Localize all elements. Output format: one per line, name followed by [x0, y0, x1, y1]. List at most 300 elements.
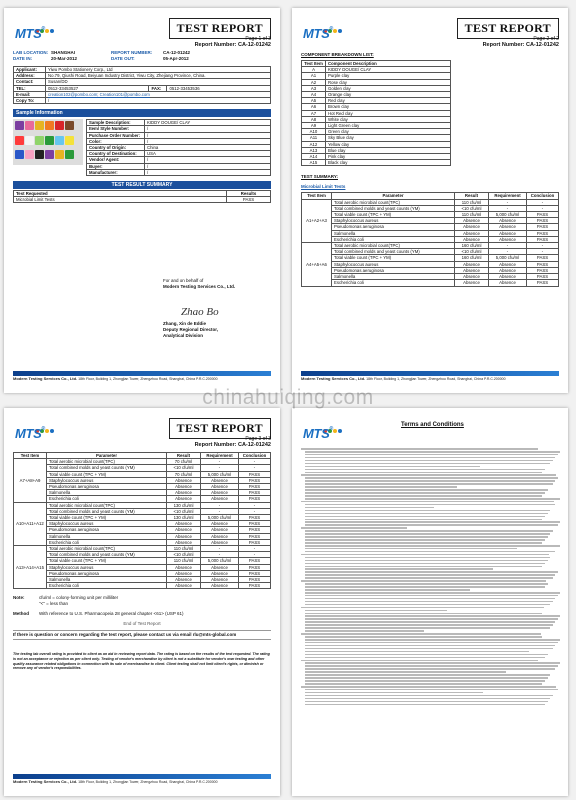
sign-title-2: Analytical Division	[163, 333, 204, 338]
test-parameter: Escherichia coli	[46, 496, 166, 502]
breakdown-item: A10	[302, 129, 326, 135]
test-requirement: Absence	[201, 496, 239, 502]
head-conclusion: Conclusion	[239, 453, 271, 459]
terms-line	[305, 698, 550, 700]
test-parameter: Staphylococcus aureus	[332, 218, 455, 224]
breakdown-desc: Light Green clay	[326, 123, 451, 129]
test-conclusion: PASS	[239, 570, 271, 576]
terms-line	[305, 598, 555, 600]
terms-line	[305, 689, 558, 691]
breakdown-desc: Brown clay	[326, 104, 451, 110]
test-conclusion: PASS	[239, 490, 271, 496]
test-conclusion: PASS	[527, 261, 559, 267]
test-requirement: 5,000 cfu/ml	[201, 558, 239, 564]
terms-line	[305, 533, 550, 535]
test-requirement: Absence	[201, 527, 239, 533]
test-result: <10 cfu/ml	[167, 465, 201, 471]
terms-line	[305, 621, 555, 623]
test-requirement: -	[489, 249, 527, 255]
test-conclusion: PASS	[527, 218, 559, 224]
terms-line	[305, 639, 560, 641]
terms-line	[305, 560, 548, 562]
test-parameter: Staphylococcus aureus	[332, 261, 455, 267]
report-number-label: Report Number:	[194, 442, 237, 448]
terms-line	[305, 568, 493, 570]
test-result: Absence	[455, 267, 489, 273]
sample-row-label: Color:	[87, 138, 145, 144]
page-number: Page 2 of 2	[533, 36, 559, 42]
terms-line	[305, 457, 555, 459]
terms-line	[305, 692, 483, 694]
terms-line	[305, 480, 555, 482]
terms-line	[305, 618, 558, 620]
address-label: Address:	[14, 73, 46, 79]
test-requirement: 5,000 cfu/ml	[489, 212, 527, 218]
sample-row-label: Country of Origin:	[87, 145, 145, 151]
test-requirement: Absence	[201, 564, 239, 570]
test-requirement: Absence	[489, 218, 527, 224]
test-item: A1+A2+A3	[302, 199, 332, 242]
terms-line	[301, 474, 556, 476]
terms-line	[305, 636, 542, 638]
terms-line	[305, 551, 555, 553]
terms-line	[305, 513, 548, 515]
terms-line	[301, 580, 546, 582]
page-number: Page 3 of 3	[245, 436, 271, 442]
test-parameter: Total combined molds and yeast counts (YM)	[46, 552, 166, 558]
applicant: Yiwu Pombo Stationery Corp., Ltd	[46, 67, 271, 73]
test-result: Absence	[455, 224, 489, 230]
micro-title: Microbial Limit Tests	[301, 184, 346, 190]
test-requirement: Absence	[489, 261, 527, 267]
test-requirement: -	[489, 205, 527, 211]
breakdown-item: A7	[302, 110, 326, 116]
breakdown-item: A1	[302, 73, 326, 79]
test-conclusion: PASS	[239, 533, 271, 539]
test-parameter: Escherichia coli	[46, 583, 166, 589]
test-conclusion: -	[239, 546, 271, 552]
report-number-label: Report Number:	[482, 42, 525, 48]
terms-line	[305, 460, 553, 462]
terms-line	[305, 648, 553, 650]
terms-line	[305, 477, 558, 479]
lab-info	[13, 50, 271, 62]
terms-line	[305, 466, 480, 468]
terms-line	[305, 548, 517, 550]
test-parameter: Escherichia coli	[332, 280, 455, 286]
head-requirement: Requirement	[201, 453, 239, 459]
test-result: Absence	[455, 218, 489, 224]
test-parameter: Total viable count (TPC + YM)	[46, 471, 166, 477]
test-requirement: -	[489, 243, 527, 249]
breakdown-head-desc: Component Description	[326, 61, 451, 67]
note-2: "<" = less than	[39, 601, 68, 607]
test-conclusion: -	[527, 199, 559, 205]
breakdown-item: A13	[302, 147, 326, 153]
test-requirement: Absence	[489, 224, 527, 230]
test-conclusion: PASS	[527, 236, 559, 242]
test-conclusion: PASS	[527, 230, 559, 236]
test-requirement: Absence	[201, 521, 239, 527]
breakdown-desc: Red clay	[326, 98, 451, 104]
terms-line	[305, 492, 545, 494]
test-conclusion: -	[527, 243, 559, 249]
terms-line	[305, 483, 553, 485]
test-requirement: -	[201, 465, 239, 471]
test-result: Absence	[167, 527, 201, 533]
breakdown-head-item: Test Item	[302, 61, 326, 67]
report-number-2: CA-12-01242	[163, 50, 191, 55]
test-parameter: Salmonella	[46, 533, 166, 539]
test-result: Absence	[167, 583, 201, 589]
lab-location: SHANGHAI	[51, 50, 76, 55]
report-number-label: Report Number:	[194, 42, 237, 48]
sample-row-value: China	[145, 145, 271, 151]
test-item: A13+A14+A15	[14, 546, 47, 589]
mts-logo: MTS®	[13, 420, 65, 444]
test-parameter: Staphylococcus aureus	[46, 477, 166, 483]
breakdown-desc: Purple clay	[326, 73, 451, 79]
footer-address: 18th Floor, Building 1, Zhongjian Tower, Zhengzhou Road, Shanghai, China P.R.C.200000	[366, 377, 506, 381]
test-conclusion: -	[239, 508, 271, 514]
footer-company: Modern Testing Services Co., Ltd.	[13, 376, 78, 381]
contact: Susan/DD	[46, 79, 271, 85]
sample-row-value: /	[145, 138, 271, 144]
test-item: A10+A11+A12	[14, 502, 47, 545]
test-result: Absence	[455, 274, 489, 280]
sign-name: Zhang, Xin de Eddie	[163, 321, 207, 326]
terms-line	[305, 510, 550, 512]
test-conclusion: PASS	[239, 515, 271, 521]
watermark: chinahuiqing.com	[202, 386, 374, 409]
terms-line	[301, 501, 554, 503]
breakdown-desc: Yellow clay	[326, 141, 451, 147]
sample-row-value: /	[145, 132, 271, 138]
page-footer	[301, 371, 559, 387]
note-label: Note:	[13, 595, 25, 601]
copy-to: /	[46, 98, 271, 104]
test-conclusion: PASS	[239, 539, 271, 545]
terms-line	[305, 662, 560, 664]
terms-line	[305, 472, 542, 474]
test-conclusion: PASS	[239, 577, 271, 583]
test-result: Absence	[167, 570, 201, 576]
terms-line	[305, 601, 553, 603]
test-conclusion: -	[239, 465, 271, 471]
head-conclusion: Conclusion	[527, 193, 559, 199]
terms-line	[305, 595, 558, 597]
report-number: CA-12-01242	[525, 42, 559, 48]
applicant-label: Applicant:	[14, 67, 46, 73]
summary-test-name: Microbial Limit Tests	[14, 197, 227, 203]
terms-line	[305, 486, 457, 488]
test-conclusion: -	[527, 205, 559, 211]
email-label: E-mail:	[14, 91, 46, 97]
summary-test-result: PASS	[227, 197, 271, 203]
test-requirement: Absence	[201, 570, 239, 576]
report-header	[13, 16, 271, 46]
test-item: A4+A5+A6	[302, 243, 332, 286]
test-parameter: Total aerobic microbial count(TPC)	[46, 502, 166, 508]
signatory	[163, 321, 218, 339]
address: No.79, Qiushi Road, Beiyuan Industry District, Yiwu City, Zhejiang Province, China.	[46, 73, 271, 79]
test-parameter: Total viable count (TPC + YM)	[46, 558, 166, 564]
test-result: Absence	[167, 490, 201, 496]
terms-line	[301, 633, 541, 635]
breakdown-row	[302, 160, 451, 166]
test-parameter: Total viable count (TPC + YM)	[46, 515, 166, 521]
test-requirement: -	[201, 552, 239, 558]
notes	[13, 595, 271, 617]
terms-line	[305, 454, 558, 456]
test-conclusion: -	[239, 552, 271, 558]
fax-label: FAX:	[149, 85, 167, 91]
sign-for: For and on behalf of	[163, 278, 204, 283]
terms-line	[301, 448, 538, 450]
breakdown-item: A9	[302, 123, 326, 129]
test-result: <10 cfu/ml	[455, 205, 489, 211]
test-parameter: Total aerobic microbial count(TPC)	[46, 546, 166, 552]
test-conclusion: PASS	[239, 527, 271, 533]
test-requirement: Absence	[201, 477, 239, 483]
test-parameter: Total combined molds and yeast counts (YM)	[46, 508, 166, 514]
test-result: <10 cfu/ml	[167, 508, 201, 514]
contact-question: If there is question or concern regarding the test report, please contact us via email rlu@mts-global.com	[13, 630, 271, 640]
test-result: 110 cfu/ml	[455, 212, 489, 218]
breakdown-table	[301, 60, 451, 166]
disclaimer: The testing lab overall rating is provided to client as an aid in reviewing report data. The rating is based on the results of the test requested. The rating is not an acceptance or rejection as per client only. Testing of vendor's merchandise by client is not a substitute for vendor's own testing and other quality assurance related obligations in connection with its sale of merchandise to client. Client testing shall not limit client's rights, or diminish or remove any of vendor's responsibilities.	[13, 652, 270, 671]
terms-line	[305, 571, 558, 573]
head-result: Result	[455, 193, 489, 199]
sample-row-label: Purchase Order Number:	[87, 132, 145, 138]
test-parameter: Total combined molds and yeast counts (YM)	[332, 249, 455, 255]
head-test-item: Test Item	[302, 193, 332, 199]
end-of-report: End of Test Report	[123, 621, 161, 627]
test-conclusion: PASS	[527, 255, 559, 261]
test-result: Absence	[167, 577, 201, 583]
sign-company: Modern Testing Services Co., Ltd.	[163, 284, 236, 289]
report-title: TEST REPORT	[169, 418, 271, 439]
test-parameter: Staphylococcus aureus	[46, 521, 166, 527]
breakdown-item: A6	[302, 104, 326, 110]
test-conclusion: -	[239, 459, 271, 465]
report-page-3	[4, 408, 280, 796]
mts-logo: MTS®	[301, 20, 353, 44]
test-result: Absence	[167, 533, 201, 539]
test-result: Absence	[167, 496, 201, 502]
breakdown-item: A14	[302, 154, 326, 160]
test-parameter: Pseudomonas aeruginosa	[46, 527, 166, 533]
sample-row-label: Manufacturer:	[87, 169, 145, 175]
report-header	[301, 16, 559, 46]
test-result: 70 cfu/ml	[167, 471, 201, 477]
terms-page	[292, 408, 568, 796]
test-result: Absence	[455, 280, 489, 286]
report-header	[301, 416, 559, 446]
terms-line	[301, 607, 544, 609]
sample-row-value: USA	[145, 151, 271, 157]
head-requirement: Requirement	[489, 193, 527, 199]
terms-line	[305, 586, 545, 588]
terms-line	[305, 574, 555, 576]
test-conclusion: PASS	[239, 496, 271, 502]
breakdown-title: COMPONENT BREAKDOWN LIST:	[301, 52, 374, 57]
test-parameter: Escherichia coli	[46, 539, 166, 545]
test-parameter: Salmonella	[332, 230, 455, 236]
test-parameter: Pseudomonas aeruginosa	[46, 484, 166, 490]
breakdown-desc: Golden clay	[326, 85, 451, 91]
test-requirement: Absence	[201, 484, 239, 490]
test-conclusion: PASS	[527, 274, 559, 280]
date-in: 20-Mar-2012	[51, 56, 78, 61]
terms-line	[305, 530, 553, 532]
terms-line	[305, 524, 558, 526]
terms-line	[305, 463, 550, 465]
breakdown-desc: Hot Red clay	[326, 110, 451, 116]
sample-row-label: Vendor/ Agent:	[87, 157, 145, 163]
test-conclusion: PASS	[239, 583, 271, 589]
test-conclusion: PASS	[527, 267, 559, 273]
breakdown-desc: Sky Blue clay	[326, 135, 451, 141]
breakdown-item: A11	[302, 135, 326, 141]
test-requirement: -	[201, 459, 239, 465]
breakdown-item: A4	[302, 92, 326, 98]
test-requirement: Absence	[489, 274, 527, 280]
test-result: 160 cfu/ml	[455, 255, 489, 261]
report-number: CA-12-01242	[237, 442, 271, 448]
test-result: 110 cfu/ml	[167, 558, 201, 564]
test-requirement: Absence	[489, 267, 527, 273]
test-conclusion: PASS	[239, 471, 271, 477]
date-out: 05-Apr-2012	[163, 56, 189, 61]
report-title: TEST REPORT	[457, 18, 559, 39]
test-result: 130 cfu/ml	[167, 515, 201, 521]
terms-line	[301, 686, 556, 688]
footer-address: 18th Floor, Building 1, Zhongjian Tower, Zhengzhou Road, Shanghai, China P.R.C.200000	[78, 377, 218, 381]
logo-text: MTS	[15, 26, 42, 41]
tel: 0512-33453527	[46, 85, 149, 91]
test-conclusion: -	[527, 249, 559, 255]
terms-line	[305, 539, 545, 541]
test-requirement: Absence	[489, 280, 527, 286]
terms-title: Terms and Conditions	[401, 422, 464, 428]
terms-line	[305, 519, 542, 521]
terms-line	[305, 504, 555, 506]
sample-row-value: /	[145, 157, 271, 163]
terms-line	[301, 660, 538, 662]
terms-line	[305, 566, 542, 568]
method-label: Method	[13, 611, 29, 617]
test-result: 70 cfu/ml	[167, 459, 201, 465]
summary-head-test: Test Requested	[14, 191, 227, 197]
test-requirement: 5,000 cfu/ml	[489, 255, 527, 261]
test-conclusion: PASS	[239, 521, 271, 527]
test-result: <10 cfu/ml	[167, 552, 201, 558]
applicant-table	[13, 66, 271, 104]
test-parameter: Total aerobic microbial count(TPC)	[46, 459, 166, 465]
sample-row-label: Country of Destination:	[87, 151, 145, 157]
test-requirement: Absence	[201, 577, 239, 583]
terms-line	[305, 665, 558, 667]
date-in-label: DATE IN:	[13, 56, 33, 61]
terms-line	[305, 592, 560, 594]
mts-logo: MTS®	[13, 20, 65, 44]
terms-line	[305, 610, 447, 612]
test-result: Absence	[455, 236, 489, 242]
terms-line	[305, 604, 550, 606]
date-out-label: DATE OUT:	[111, 56, 135, 61]
test-parameter: Salmonella	[46, 490, 166, 496]
sample-row-value: /	[145, 163, 271, 169]
terms-line	[305, 677, 548, 679]
test-result: 110 cfu/ml	[455, 199, 489, 205]
terms-line	[305, 651, 529, 653]
terms-line	[305, 516, 545, 518]
terms-line	[305, 521, 560, 523]
test-parameter: Total aerobic microbial count(TPC)	[332, 199, 455, 205]
logo-text: MTS	[303, 426, 330, 441]
test-result: <10 cfu/ml	[455, 249, 489, 255]
terms-line	[305, 704, 545, 706]
terms-line	[305, 695, 553, 697]
test-requirement: -	[201, 508, 239, 514]
terms-line	[305, 627, 550, 629]
test-conclusion: PASS	[239, 564, 271, 570]
terms-line	[305, 451, 560, 453]
breakdown-item: A2	[302, 79, 326, 85]
test-parameter: Total viable count (TPC + YM)	[332, 212, 455, 218]
test-result: Absence	[455, 230, 489, 236]
summary-head-results: Results	[227, 191, 271, 197]
email-link[interactable]: creation102@pombo.com; Creation101@pombo.com	[46, 91, 271, 97]
sample-info-title: Sample Information	[13, 109, 271, 117]
test-parameter: Total combined molds and yeast counts (YM)	[332, 205, 455, 211]
test-requirement: Absence	[201, 583, 239, 589]
terms-line	[305, 630, 424, 632]
test-result: Absence	[167, 539, 201, 545]
terms-line	[305, 680, 545, 682]
terms-line	[305, 654, 548, 656]
test-result: 110 cfu/ml	[167, 546, 201, 552]
result-summary-title: TEST RESULT SUMMARY	[13, 181, 271, 189]
test-parameter: Total aerobic microbial count(TPC)	[332, 243, 455, 249]
test-parameter: Escherichia coli	[332, 236, 455, 242]
terms-line	[305, 489, 548, 491]
sample-row-label: Item/ Style Number:	[87, 126, 145, 132]
terms-line	[305, 577, 553, 579]
test-conclusion: -	[239, 502, 271, 508]
terms-line	[305, 507, 434, 509]
test-result: Absence	[455, 261, 489, 267]
tel-label: TEL:	[14, 85, 46, 91]
sample-row	[87, 169, 271, 175]
head-test-item: Test Item	[14, 453, 47, 459]
breakdown-item: A3	[302, 85, 326, 91]
report-title: TEST REPORT	[169, 18, 271, 39]
breakdown-desc: Black clay	[326, 160, 451, 166]
head-parameter: Parameter	[46, 453, 166, 459]
report-page-1	[4, 8, 280, 393]
report-header	[13, 416, 271, 446]
test-requirement: Absence	[489, 236, 527, 242]
logo-text: MTS	[303, 26, 330, 41]
test-parameter: Salmonella	[46, 577, 166, 583]
terms-line	[301, 527, 407, 529]
test-summary-title: TEST SUMMARY:	[301, 174, 338, 180]
result-summary-table	[13, 190, 271, 203]
fax: 0512-33453536	[167, 85, 271, 91]
sample-row-label: Buyer:	[87, 163, 145, 169]
